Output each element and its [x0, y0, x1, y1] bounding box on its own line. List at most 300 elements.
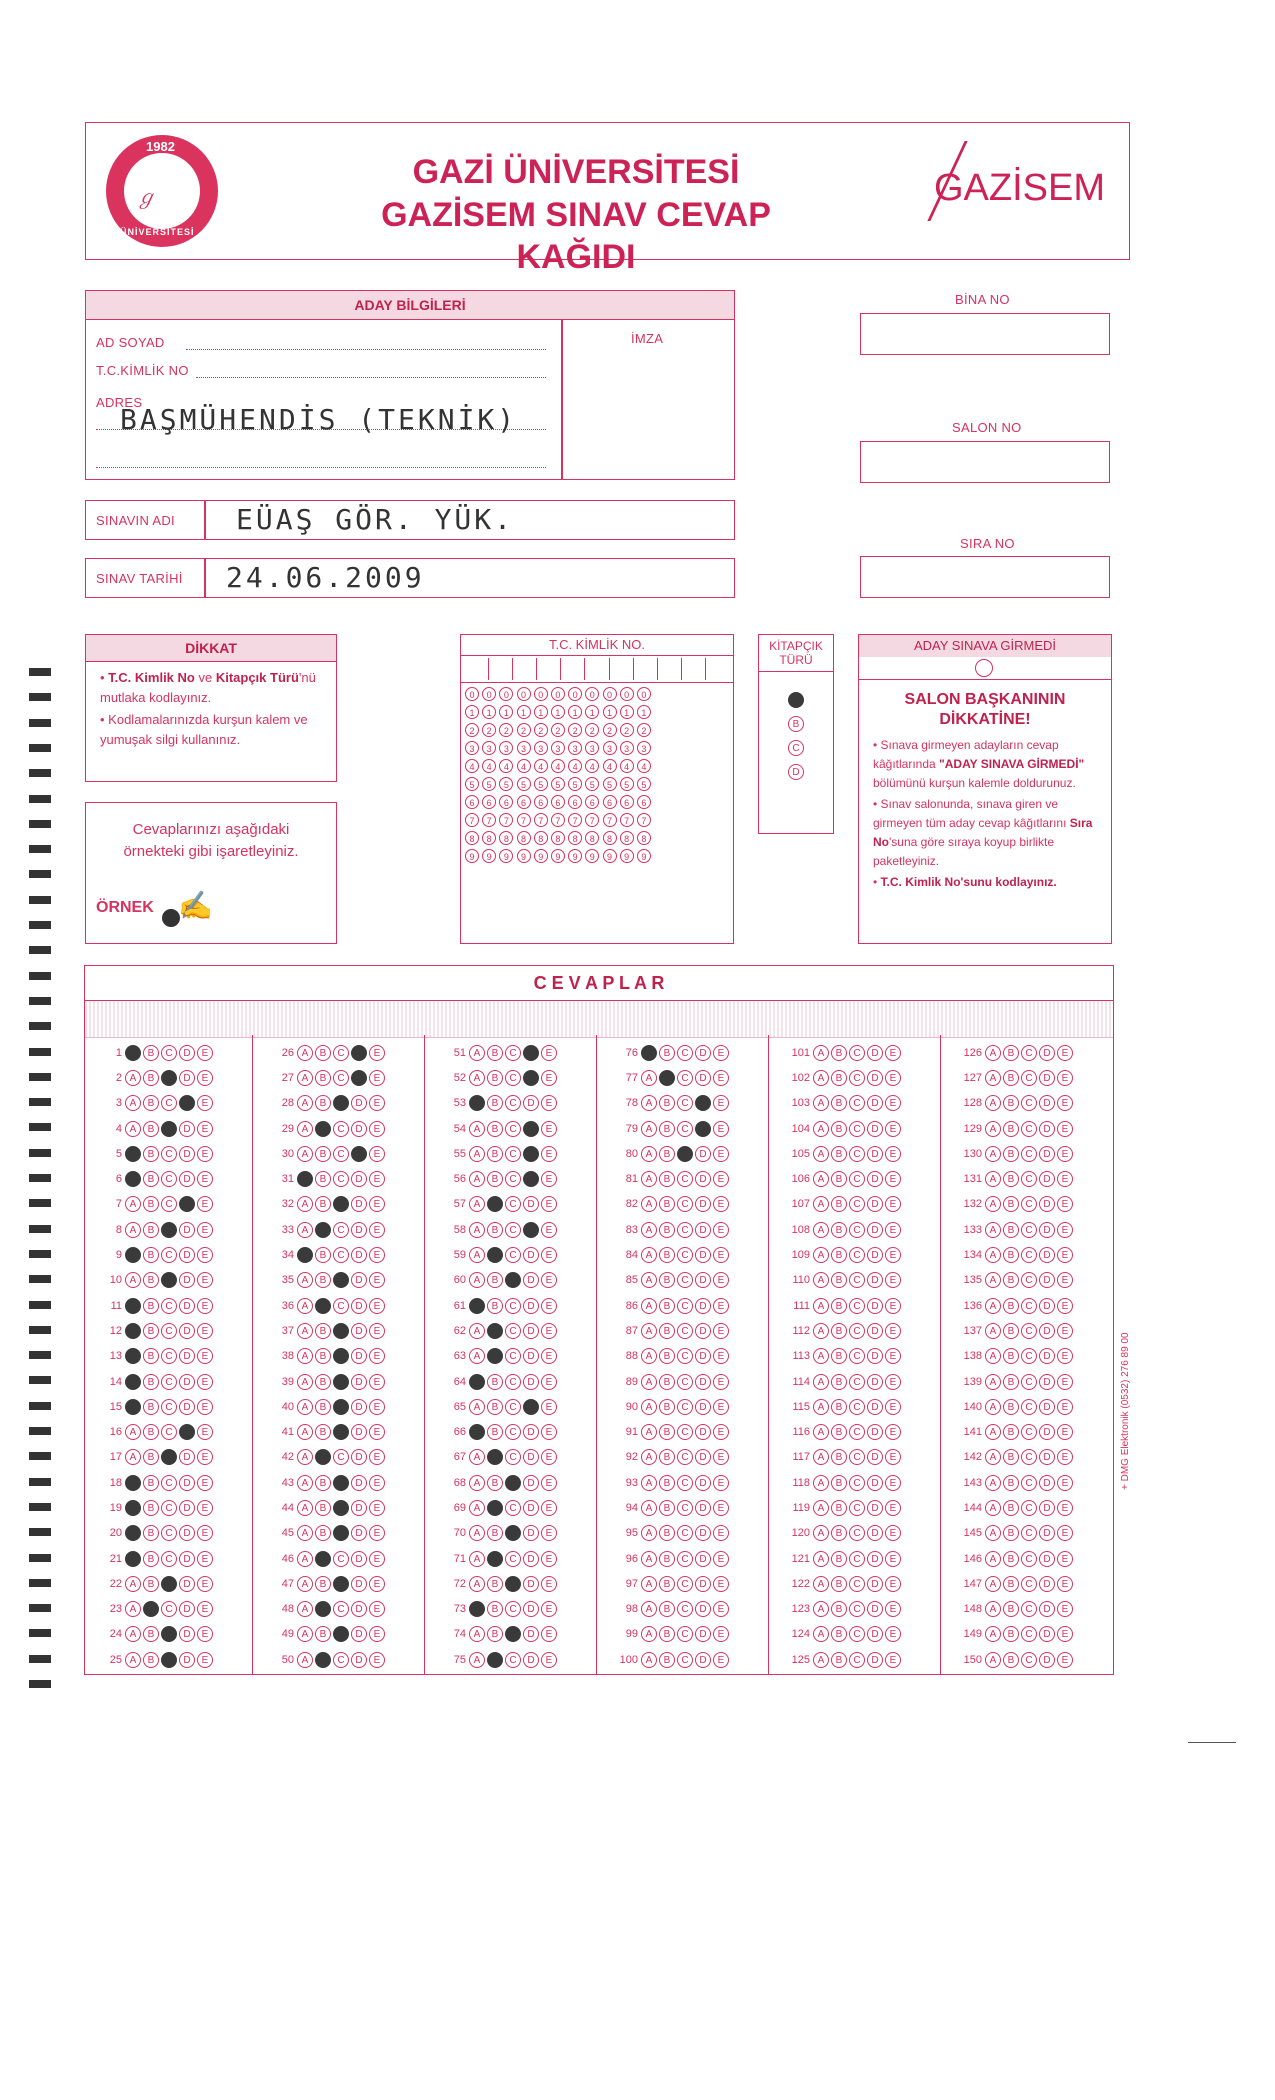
- answer-bubble-c[interactable]: C: [677, 1196, 693, 1212]
- tc-digit-bubble[interactable]: 1: [620, 705, 634, 719]
- tc-digit-bubble[interactable]: 4: [517, 759, 531, 773]
- answer-bubble-c[interactable]: C: [333, 1601, 349, 1617]
- answer-bubble-d[interactable]: D: [351, 1095, 367, 1111]
- answer-bubble-d[interactable]: D: [179, 1045, 195, 1061]
- answer-bubble-c[interactable]: C: [1021, 1095, 1037, 1111]
- tc-digit-bubble[interactable]: 7: [585, 813, 599, 827]
- tc-digit-bubble[interactable]: 5: [637, 777, 651, 791]
- answer-bubble-b[interactable]: B: [659, 1525, 675, 1541]
- answer-bubble-b[interactable]: B: [487, 1045, 503, 1061]
- tc-digit-bubble[interactable]: 5: [603, 777, 617, 791]
- answer-bubble-d[interactable]: [523, 1171, 539, 1187]
- answer-bubble-d[interactable]: D: [179, 1525, 195, 1541]
- answer-bubble-e[interactable]: E: [541, 1601, 557, 1617]
- tc-digit-bubble[interactable]: 1: [551, 705, 565, 719]
- answer-bubble-d[interactable]: D: [523, 1475, 539, 1491]
- answer-bubble-b[interactable]: B: [143, 1424, 159, 1440]
- answer-bubble-b[interactable]: B: [1003, 1475, 1019, 1491]
- tc-digit-bubble[interactable]: 6: [585, 795, 599, 809]
- answer-bubble-e[interactable]: E: [1057, 1095, 1073, 1111]
- answer-bubble-e[interactable]: E: [369, 1045, 385, 1061]
- answer-bubble-d[interactable]: D: [867, 1222, 883, 1238]
- answer-bubble-d[interactable]: D: [695, 1449, 711, 1465]
- answer-bubble-b[interactable]: B: [1003, 1576, 1019, 1592]
- answer-bubble-d[interactable]: D: [1039, 1247, 1055, 1263]
- answer-bubble-e[interactable]: E: [369, 1298, 385, 1314]
- answer-bubble-c[interactable]: C: [161, 1374, 177, 1390]
- answer-bubble-a[interactable]: [125, 1348, 141, 1364]
- answer-bubble-e[interactable]: E: [885, 1525, 901, 1541]
- answer-bubble-a[interactable]: A: [641, 1146, 657, 1162]
- answer-bubble-b[interactable]: B: [143, 1171, 159, 1187]
- answer-bubble-c[interactable]: C: [1021, 1247, 1037, 1263]
- answer-bubble-b[interactable]: B: [1003, 1449, 1019, 1465]
- answer-bubble-a[interactable]: A: [125, 1070, 141, 1086]
- answer-bubble-e[interactable]: E: [713, 1045, 729, 1061]
- tc-digit-bubble[interactable]: 4: [603, 759, 617, 773]
- tc-digit-bubble[interactable]: 5: [585, 777, 599, 791]
- tc-digit-bubble[interactable]: 3: [585, 741, 599, 755]
- answer-bubble-c[interactable]: [333, 1323, 349, 1339]
- answer-bubble-e[interactable]: E: [885, 1601, 901, 1617]
- answer-bubble-d[interactable]: D: [179, 1070, 195, 1086]
- answer-bubble-e[interactable]: E: [885, 1171, 901, 1187]
- answer-bubble-b[interactable]: B: [143, 1323, 159, 1339]
- answer-bubble-d[interactable]: [523, 1045, 539, 1061]
- answer-bubble-b[interactable]: [315, 1449, 331, 1465]
- answer-bubble-c[interactable]: C: [677, 1525, 693, 1541]
- answer-bubble-a[interactable]: A: [469, 1196, 485, 1212]
- answer-bubble-e[interactable]: E: [713, 1070, 729, 1086]
- answer-bubble-b[interactable]: B: [143, 1500, 159, 1516]
- answer-bubble-b[interactable]: B: [487, 1121, 503, 1137]
- answer-bubble-c[interactable]: C: [677, 1500, 693, 1516]
- answer-bubble-b[interactable]: B: [659, 1095, 675, 1111]
- answer-bubble-d[interactable]: D: [351, 1576, 367, 1592]
- answer-bubble-a[interactable]: A: [813, 1399, 829, 1415]
- answer-bubble-d[interactable]: D: [179, 1121, 195, 1137]
- answer-bubble-b[interactable]: B: [831, 1374, 847, 1390]
- answer-bubble-e[interactable]: E: [713, 1652, 729, 1668]
- answer-bubble-a[interactable]: A: [125, 1121, 141, 1137]
- answer-bubble-a[interactable]: A: [297, 1146, 313, 1162]
- answer-bubble-e[interactable]: E: [369, 1626, 385, 1642]
- answer-bubble-b[interactable]: B: [487, 1525, 503, 1541]
- answer-bubble-e[interactable]: E: [369, 1374, 385, 1390]
- tc-digit-box[interactable]: [561, 658, 585, 680]
- answer-bubble-a[interactable]: [125, 1045, 141, 1061]
- answer-bubble-c[interactable]: C: [677, 1095, 693, 1111]
- answer-bubble-b[interactable]: [487, 1348, 503, 1364]
- answer-bubble-e[interactable]: E: [713, 1601, 729, 1617]
- answer-bubble-a[interactable]: A: [297, 1500, 313, 1516]
- answer-bubble-a[interactable]: A: [125, 1222, 141, 1238]
- answer-bubble-b[interactable]: [487, 1551, 503, 1567]
- answer-bubble-a[interactable]: A: [813, 1247, 829, 1263]
- answer-bubble-a[interactable]: A: [813, 1652, 829, 1668]
- answer-bubble-a[interactable]: A: [641, 1500, 657, 1516]
- answer-bubble-e[interactable]: E: [1057, 1146, 1073, 1162]
- answer-bubble-a[interactable]: A: [125, 1652, 141, 1668]
- answer-bubble-c[interactable]: C: [849, 1500, 865, 1516]
- name-field[interactable]: [186, 349, 546, 350]
- answer-bubble-a[interactable]: A: [641, 1222, 657, 1238]
- answer-bubble-b[interactable]: B: [659, 1222, 675, 1238]
- answer-bubble-d[interactable]: [695, 1121, 711, 1137]
- answer-bubble-c[interactable]: [161, 1070, 177, 1086]
- answer-bubble-a[interactable]: [125, 1551, 141, 1567]
- answer-bubble-d[interactable]: D: [179, 1298, 195, 1314]
- tc-digit-bubble[interactable]: 4: [465, 759, 479, 773]
- answer-bubble-a[interactable]: A: [985, 1551, 1001, 1567]
- answer-bubble-c[interactable]: [161, 1576, 177, 1592]
- answer-bubble-a[interactable]: A: [985, 1196, 1001, 1212]
- answer-bubble-a[interactable]: A: [813, 1449, 829, 1465]
- answer-bubble-d[interactable]: D: [351, 1551, 367, 1567]
- answer-bubble-b[interactable]: B: [831, 1247, 847, 1263]
- answer-bubble-b[interactable]: B: [1003, 1298, 1019, 1314]
- answer-bubble-d[interactable]: D: [351, 1222, 367, 1238]
- answer-bubble-b[interactable]: [315, 1298, 331, 1314]
- answer-bubble-e[interactable]: E: [885, 1500, 901, 1516]
- tc-digit-bubble[interactable]: 3: [517, 741, 531, 755]
- answer-bubble-c[interactable]: C: [161, 1601, 177, 1617]
- answer-bubble-b[interactable]: B: [315, 1525, 331, 1541]
- answer-bubble-b[interactable]: B: [831, 1626, 847, 1642]
- answer-bubble-d[interactable]: D: [179, 1222, 195, 1238]
- answer-bubble-a[interactable]: A: [985, 1374, 1001, 1390]
- answer-bubble-a[interactable]: [125, 1323, 141, 1339]
- answer-bubble-e[interactable]: E: [197, 1121, 213, 1137]
- answer-bubble-c[interactable]: C: [333, 1247, 349, 1263]
- answer-bubble-e[interactable]: E: [1057, 1424, 1073, 1440]
- tc-digit-bubble[interactable]: 2: [482, 723, 496, 737]
- answer-bubble-a[interactable]: A: [813, 1475, 829, 1491]
- answer-bubble-e[interactable]: E: [713, 1551, 729, 1567]
- answer-bubble-e[interactable]: E: [885, 1045, 901, 1061]
- answer-bubble-e[interactable]: E: [713, 1298, 729, 1314]
- answer-bubble-e[interactable]: E: [369, 1500, 385, 1516]
- answer-bubble-c[interactable]: C: [505, 1247, 521, 1263]
- answer-bubble-c[interactable]: [333, 1576, 349, 1592]
- answer-bubble-e[interactable]: E: [885, 1348, 901, 1364]
- answer-bubble-a[interactable]: [125, 1525, 141, 1541]
- answer-bubble-a[interactable]: A: [469, 1500, 485, 1516]
- answer-bubble-d[interactable]: D: [695, 1525, 711, 1541]
- answer-bubble-c[interactable]: C: [677, 1348, 693, 1364]
- answer-bubble-a[interactable]: A: [297, 1348, 313, 1364]
- answer-bubble-d[interactable]: D: [1039, 1121, 1055, 1137]
- answer-bubble-c[interactable]: C: [161, 1525, 177, 1541]
- answer-bubble-e[interactable]: E: [713, 1121, 729, 1137]
- answer-bubble-a[interactable]: A: [813, 1070, 829, 1086]
- answer-bubble-d[interactable]: D: [351, 1323, 367, 1339]
- answer-bubble-d[interactable]: D: [867, 1095, 883, 1111]
- tc-digit-bubble[interactable]: 2: [517, 723, 531, 737]
- answer-bubble-a[interactable]: A: [469, 1551, 485, 1567]
- tc-digit-bubble[interactable]: 8: [620, 831, 634, 845]
- answer-bubble-e[interactable]: E: [541, 1146, 557, 1162]
- answer-bubble-b[interactable]: B: [831, 1298, 847, 1314]
- answer-bubble-d[interactable]: D: [523, 1449, 539, 1465]
- answer-bubble-e[interactable]: E: [369, 1475, 385, 1491]
- tc-digit-bubble[interactable]: 1: [465, 705, 479, 719]
- answer-bubble-c[interactable]: C: [333, 1222, 349, 1238]
- tc-digit-bubble[interactable]: 2: [585, 723, 599, 737]
- tc-digit-bubble[interactable]: 1: [517, 705, 531, 719]
- answer-bubble-b[interactable]: B: [659, 1196, 675, 1212]
- answer-bubble-a[interactable]: A: [469, 1146, 485, 1162]
- answer-bubble-b[interactable]: B: [831, 1272, 847, 1288]
- answer-bubble-c[interactable]: [333, 1196, 349, 1212]
- answer-bubble-d[interactable]: D: [867, 1272, 883, 1288]
- answer-bubble-e[interactable]: E: [197, 1424, 213, 1440]
- answer-bubble-c[interactable]: C: [1021, 1146, 1037, 1162]
- answer-bubble-d[interactable]: D: [351, 1196, 367, 1212]
- answer-bubble-c[interactable]: C: [1021, 1475, 1037, 1491]
- answer-bubble-c[interactable]: C: [1021, 1551, 1037, 1567]
- tc-digit-bubble[interactable]: 0: [568, 687, 582, 701]
- answer-bubble-c[interactable]: [505, 1576, 521, 1592]
- answer-bubble-b[interactable]: B: [831, 1323, 847, 1339]
- answer-bubble-b[interactable]: B: [315, 1171, 331, 1187]
- tc-digit-bubble[interactable]: 6: [568, 795, 582, 809]
- answer-bubble-d[interactable]: D: [867, 1171, 883, 1187]
- answer-bubble-d[interactable]: D: [1039, 1475, 1055, 1491]
- answer-bubble-b[interactable]: B: [487, 1146, 503, 1162]
- answer-bubble-d[interactable]: D: [351, 1121, 367, 1137]
- answer-bubble-a[interactable]: A: [125, 1272, 141, 1288]
- answer-bubble-d[interactable]: D: [179, 1247, 195, 1263]
- answer-bubble-c[interactable]: C: [677, 1323, 693, 1339]
- answer-bubble-d[interactable]: D: [1039, 1272, 1055, 1288]
- answer-bubble-c[interactable]: C: [1021, 1348, 1037, 1364]
- answer-bubble-e[interactable]: E: [1057, 1525, 1073, 1541]
- answer-bubble-e[interactable]: E: [541, 1500, 557, 1516]
- answer-bubble-d[interactable]: D: [1039, 1500, 1055, 1516]
- answer-bubble-b[interactable]: B: [659, 1626, 675, 1642]
- answer-bubble-e[interactable]: E: [197, 1272, 213, 1288]
- answer-bubble-b[interactable]: B: [487, 1171, 503, 1187]
- tc-digit-bubble[interactable]: 7: [603, 813, 617, 827]
- answer-bubble-a[interactable]: A: [469, 1121, 485, 1137]
- tc-digit-bubble[interactable]: 5: [568, 777, 582, 791]
- tc-digit-bubble[interactable]: 4: [499, 759, 513, 773]
- answer-bubble-c[interactable]: C: [849, 1222, 865, 1238]
- answer-bubble-c[interactable]: C: [1021, 1500, 1037, 1516]
- answer-bubble-b[interactable]: B: [315, 1374, 331, 1390]
- answer-bubble-d[interactable]: D: [695, 1323, 711, 1339]
- answer-bubble-c[interactable]: C: [1021, 1626, 1037, 1642]
- answer-bubble-e[interactable]: E: [713, 1525, 729, 1541]
- answer-bubble-d[interactable]: D: [351, 1601, 367, 1617]
- answer-bubble-b[interactable]: B: [831, 1652, 847, 1668]
- answer-bubble-c[interactable]: C: [1021, 1399, 1037, 1415]
- tc-digit-bubble[interactable]: 5: [620, 777, 634, 791]
- answer-bubble-d[interactable]: D: [179, 1399, 195, 1415]
- answer-bubble-d[interactable]: D: [867, 1525, 883, 1541]
- answer-bubble-c[interactable]: [161, 1222, 177, 1238]
- answer-bubble-e[interactable]: E: [369, 1449, 385, 1465]
- answer-bubble-b[interactable]: B: [1003, 1146, 1019, 1162]
- answer-bubble-b[interactable]: B: [143, 1525, 159, 1541]
- answer-bubble-b[interactable]: B: [831, 1475, 847, 1491]
- tc-digit-bubble[interactable]: 9: [499, 849, 513, 863]
- answer-bubble-c[interactable]: C: [849, 1374, 865, 1390]
- answer-bubble-b[interactable]: B: [143, 1196, 159, 1212]
- answer-bubble-e[interactable]: E: [541, 1551, 557, 1567]
- answer-bubble-e[interactable]: E: [1057, 1323, 1073, 1339]
- answer-bubble-b[interactable]: B: [1003, 1070, 1019, 1086]
- answer-bubble-b[interactable]: B: [1003, 1399, 1019, 1415]
- tc-digit-bubble[interactable]: 2: [568, 723, 582, 737]
- answer-bubble-c[interactable]: C: [505, 1045, 521, 1061]
- answer-bubble-c[interactable]: [333, 1095, 349, 1111]
- answer-bubble-a[interactable]: A: [297, 1222, 313, 1238]
- answer-bubble-d[interactable]: [179, 1424, 195, 1440]
- answer-bubble-a[interactable]: A: [985, 1449, 1001, 1465]
- answer-bubble-e[interactable]: E: [1057, 1551, 1073, 1567]
- answer-bubble-e[interactable]: E: [885, 1626, 901, 1642]
- answer-bubble-c[interactable]: C: [849, 1475, 865, 1491]
- tc-digit-bubble[interactable]: 2: [603, 723, 617, 737]
- tc-digit-box[interactable]: [682, 658, 706, 680]
- answer-bubble-e[interactable]: E: [885, 1374, 901, 1390]
- answer-bubble-d[interactable]: D: [179, 1449, 195, 1465]
- answer-bubble-b[interactable]: B: [659, 1652, 675, 1668]
- tc-digit-bubble[interactable]: 3: [603, 741, 617, 755]
- answer-bubble-c[interactable]: C: [505, 1146, 521, 1162]
- answer-bubble-c[interactable]: C: [677, 1601, 693, 1617]
- answer-bubble-a[interactable]: [469, 1424, 485, 1440]
- answer-bubble-b[interactable]: B: [831, 1070, 847, 1086]
- tc-digit-bubble[interactable]: 1: [534, 705, 548, 719]
- answer-bubble-e[interactable]: E: [713, 1374, 729, 1390]
- answer-bubble-d[interactable]: D: [867, 1576, 883, 1592]
- tc-digit-bubble[interactable]: 2: [534, 723, 548, 737]
- answer-bubble-b[interactable]: B: [315, 1146, 331, 1162]
- tc-digit-bubble[interactable]: 3: [499, 741, 513, 755]
- answer-bubble-e[interactable]: E: [1057, 1196, 1073, 1212]
- tc-digit-bubble[interactable]: 0: [517, 687, 531, 701]
- answer-bubble-c[interactable]: [333, 1348, 349, 1364]
- answer-bubble-e[interactable]: E: [885, 1576, 901, 1592]
- answer-bubble-c[interactable]: C: [505, 1399, 521, 1415]
- answer-bubble-a[interactable]: A: [469, 1323, 485, 1339]
- answer-bubble-a[interactable]: [125, 1475, 141, 1491]
- answer-bubble-e[interactable]: E: [197, 1626, 213, 1642]
- answer-bubble-a[interactable]: A: [297, 1196, 313, 1212]
- answer-bubble-b[interactable]: B: [1003, 1424, 1019, 1440]
- answer-bubble-d[interactable]: D: [1039, 1095, 1055, 1111]
- answer-bubble-a[interactable]: A: [297, 1475, 313, 1491]
- answer-bubble-b[interactable]: [659, 1070, 675, 1086]
- tc-digit-bubble[interactable]: 6: [517, 795, 531, 809]
- tc-digit-bubble[interactable]: 0: [482, 687, 496, 701]
- answer-bubble-a[interactable]: [125, 1399, 141, 1415]
- answer-bubble-e[interactable]: E: [1057, 1121, 1073, 1137]
- answer-bubble-e[interactable]: E: [369, 1424, 385, 1440]
- answer-bubble-b[interactable]: B: [487, 1222, 503, 1238]
- answer-bubble-d[interactable]: D: [1039, 1399, 1055, 1415]
- tc-digit-bubble[interactable]: 8: [482, 831, 496, 845]
- answer-bubble-d[interactable]: D: [695, 1272, 711, 1288]
- tc-digit-box[interactable]: [610, 658, 634, 680]
- answer-bubble-e[interactable]: E: [1057, 1045, 1073, 1061]
- answer-bubble-c[interactable]: C: [849, 1525, 865, 1541]
- answer-bubble-b[interactable]: B: [831, 1222, 847, 1238]
- answer-bubble-d[interactable]: D: [867, 1475, 883, 1491]
- answer-bubble-e[interactable]: E: [197, 1146, 213, 1162]
- answer-bubble-d[interactable]: D: [523, 1424, 539, 1440]
- answer-bubble-c[interactable]: C: [1021, 1525, 1037, 1541]
- answer-bubble-b[interactable]: [315, 1121, 331, 1137]
- answer-bubble-b[interactable]: B: [659, 1045, 675, 1061]
- answer-bubble-d[interactable]: [351, 1070, 367, 1086]
- answer-bubble-e[interactable]: E: [369, 1070, 385, 1086]
- answer-bubble-b[interactable]: B: [831, 1348, 847, 1364]
- tc-digit-bubble[interactable]: 5: [517, 777, 531, 791]
- answer-bubble-b[interactable]: [315, 1652, 331, 1668]
- answer-bubble-b[interactable]: B: [315, 1045, 331, 1061]
- answer-bubble-b[interactable]: B: [487, 1095, 503, 1111]
- answer-bubble-c[interactable]: C: [161, 1424, 177, 1440]
- answer-bubble-c[interactable]: C: [161, 1045, 177, 1061]
- answer-bubble-e[interactable]: E: [197, 1348, 213, 1364]
- answer-bubble-d[interactable]: D: [1039, 1525, 1055, 1541]
- answer-bubble-d[interactable]: D: [695, 1601, 711, 1617]
- answer-bubble-a[interactable]: A: [813, 1601, 829, 1617]
- answer-bubble-c[interactable]: [677, 1146, 693, 1162]
- answer-bubble-a[interactable]: A: [297, 1576, 313, 1592]
- answer-bubble-b[interactable]: B: [831, 1551, 847, 1567]
- answer-bubble-d[interactable]: D: [523, 1272, 539, 1288]
- answer-bubble-b[interactable]: B: [659, 1146, 675, 1162]
- answer-bubble-b[interactable]: B: [143, 1374, 159, 1390]
- tc-digit-bubble[interactable]: 7: [499, 813, 513, 827]
- answer-bubble-a[interactable]: A: [813, 1171, 829, 1187]
- answer-bubble-e[interactable]: E: [369, 1095, 385, 1111]
- answer-bubble-c[interactable]: [333, 1475, 349, 1491]
- answer-bubble-b[interactable]: [487, 1196, 503, 1212]
- tc-digit-bubble[interactable]: 8: [465, 831, 479, 845]
- tc-digit-bubble[interactable]: 5: [499, 777, 513, 791]
- answer-bubble-d[interactable]: D: [1039, 1146, 1055, 1162]
- tc-digit-bubble[interactable]: 8: [517, 831, 531, 845]
- answer-bubble-c[interactable]: C: [677, 1121, 693, 1137]
- tc-digit-bubble[interactable]: 1: [482, 705, 496, 719]
- answer-bubble-c[interactable]: [333, 1626, 349, 1642]
- answer-bubble-b[interactable]: B: [831, 1576, 847, 1592]
- answer-bubble-d[interactable]: D: [523, 1374, 539, 1390]
- answer-bubble-b[interactable]: B: [315, 1070, 331, 1086]
- answer-bubble-e[interactable]: E: [541, 1070, 557, 1086]
- answer-bubble-e[interactable]: E: [885, 1222, 901, 1238]
- answer-bubble-b[interactable]: B: [487, 1424, 503, 1440]
- answer-bubble-b[interactable]: B: [315, 1095, 331, 1111]
- answer-bubble-d[interactable]: D: [695, 1500, 711, 1516]
- answer-bubble-e[interactable]: E: [369, 1196, 385, 1212]
- answer-bubble-e[interactable]: E: [713, 1247, 729, 1263]
- tc-digit-bubble[interactable]: 3: [637, 741, 651, 755]
- answer-bubble-e[interactable]: E: [369, 1348, 385, 1364]
- answer-bubble-c[interactable]: C: [333, 1070, 349, 1086]
- tc-digit-bubble[interactable]: 6: [620, 795, 634, 809]
- answer-bubble-e[interactable]: E: [885, 1070, 901, 1086]
- answer-bubble-c[interactable]: C: [333, 1171, 349, 1187]
- answer-bubble-c[interactable]: C: [1021, 1576, 1037, 1592]
- answer-bubble-c[interactable]: C: [161, 1095, 177, 1111]
